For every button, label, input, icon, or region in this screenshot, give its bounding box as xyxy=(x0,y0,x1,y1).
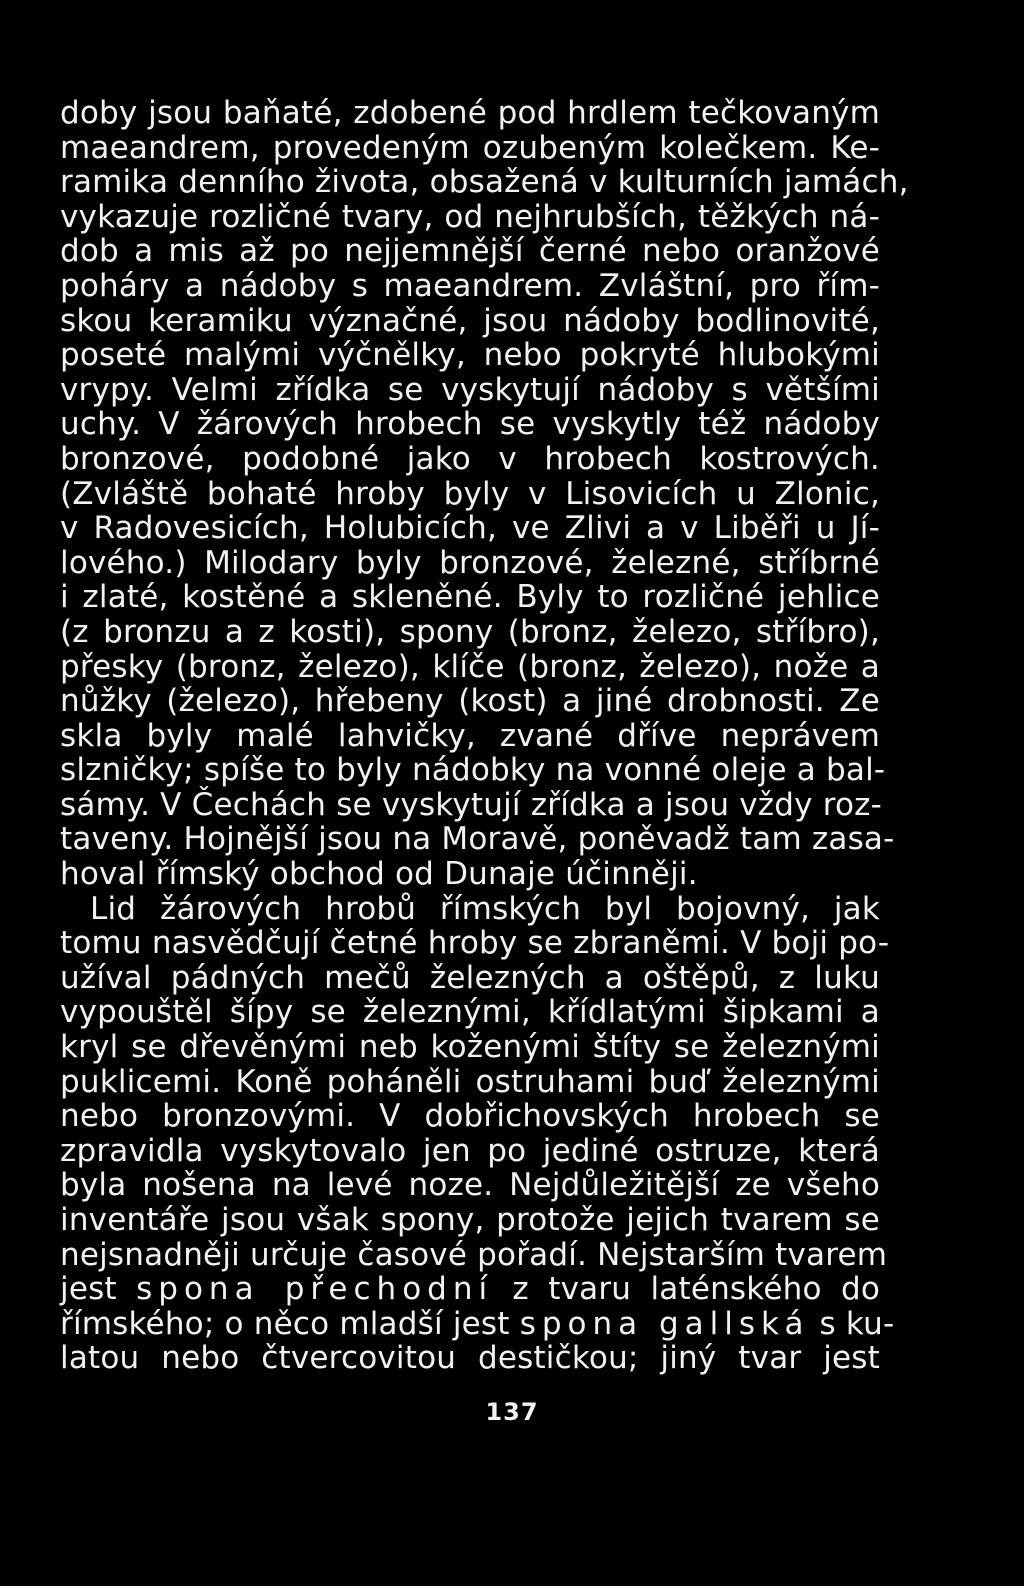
text-line-32: byla nošena na levé noze. Nejdůležitější ze všeho xyxy=(60,1167,880,1204)
text-line-36 xyxy=(60,1305,895,1342)
text-line-10: uchy. V žárových hrobech se vyskytly též nádoby xyxy=(60,406,880,443)
text-line-35 xyxy=(60,1272,880,1307)
text-line-25: tomu nasvědčují četné hroby se zbraněmi. V boji po- xyxy=(60,925,890,962)
page-number: 137 xyxy=(485,1398,539,1426)
text-line-2: maeandrem, provedeným ozubeným kolečkem. Ke- xyxy=(60,129,880,166)
text-line-11: bronzové, podobné jako v hrobech kostrových. xyxy=(60,440,880,477)
text-fragment: z tvaru laténského do xyxy=(493,1271,880,1308)
text-line-12: (Zvláště bohaté hroby byly v Lisovicích u Zlonic, xyxy=(60,475,880,512)
text-line-17: přesky (bronz, železo), klíče (bronz, železo), nože a xyxy=(60,648,880,685)
spaced-term-spona-prechodni: spona přechodní xyxy=(136,1271,494,1308)
text-line-4: vykazuje rozličné tvary, od nejhrubších, těžkých ná- xyxy=(60,198,880,235)
text-line-28: kryl se dřevěnými neb koženými štíty se železnými xyxy=(60,1029,880,1066)
text-line-24: Lid žárových hrobů římských byl bojovný, jak xyxy=(90,890,880,927)
page-text xyxy=(60,95,909,1377)
text-line-26: užíval pádných mečů železných a oštěpů, z luku xyxy=(60,959,880,996)
text-line-20: slzničky; spíše to byly nádobky na vonné oleje a bal- xyxy=(60,752,886,789)
text-line-14: lového.) Milodary byly bronzové, železné, stříbrné xyxy=(60,544,880,581)
text-line-33: inventáře jsou však spony, protože jejich tvarem se xyxy=(60,1202,880,1238)
text-line-22: taveny. Hojnější jsou na Moravě, poněvadž tam zasa- xyxy=(60,821,895,858)
text-line-29: puklicemi. Koně poháněli ostruhami buď železnými xyxy=(60,1063,880,1100)
text-fragment: římského; o něco mladší jest xyxy=(60,1305,520,1342)
text-line-3: ramika denního života, obsažená v kulturních jamách, xyxy=(60,164,909,201)
text-line-23: hoval římský obchod od Dunaje účinněji. xyxy=(60,856,698,893)
text-line-37: latou nebo čtvercovitou destičkou; jiný tvar jest xyxy=(60,1340,880,1377)
text-line-8: poseté malými výčnělky, nebo pokryté hlubokými xyxy=(60,337,880,374)
text-line-30: nebo bronzovými. V dobřichovských hrobech se xyxy=(60,1098,880,1135)
text-fragment: s ku- xyxy=(809,1305,895,1342)
text-line-19: skla byly malé lahvičky, zvané dříve neprávem xyxy=(60,717,880,754)
text-line-34: nejsnadněji určuje časové pořadí. Nejstarším tvarem xyxy=(60,1236,888,1273)
text-line-13: v Radovesicích, Holubicích, ve Zlivi a v Liběři u Jí- xyxy=(60,510,880,547)
text-line-27: vypouštěl šípy se železnými, křídlatými šipkami a xyxy=(60,994,880,1031)
text-line-1: doby jsou baňaté, zdobené pod hrdlem tečkovaným xyxy=(60,95,880,131)
text-line-9: vrypy. Velmi zřídka se vyskytují nádoby s většími xyxy=(60,371,880,408)
text-line-6: poháry a nádoby s maeandrem. Zvláštní, pro řím- xyxy=(60,267,880,304)
text-line-21: sámy. V Čechách se vyskytují zřídka a jsou vždy roz- xyxy=(60,786,883,823)
spaced-term-spona-gallska: spona gallská xyxy=(519,1305,810,1342)
text-fragment: jest xyxy=(60,1271,137,1308)
text-line-15: i zlaté, kostěné a skleněné. Byly to rozličné jehlice xyxy=(60,579,880,616)
text-line-5: dob a mis až po nejjemnější černé nebo oranžové xyxy=(60,233,880,270)
text-line-16: (z bronzu a z kosti), spony (bronz, železo, stříbro), xyxy=(60,613,880,650)
text-line-18: nůžky (železo), hřebeny (kost) a jiné drobnosti. Ze xyxy=(60,683,880,720)
text-line-7: skou keramiku význačné, jsou nádoby bodlinovité, xyxy=(60,302,880,339)
text-line-31: zpravidla vyskytovalo jen po jediné ostruze, která xyxy=(60,1132,880,1169)
